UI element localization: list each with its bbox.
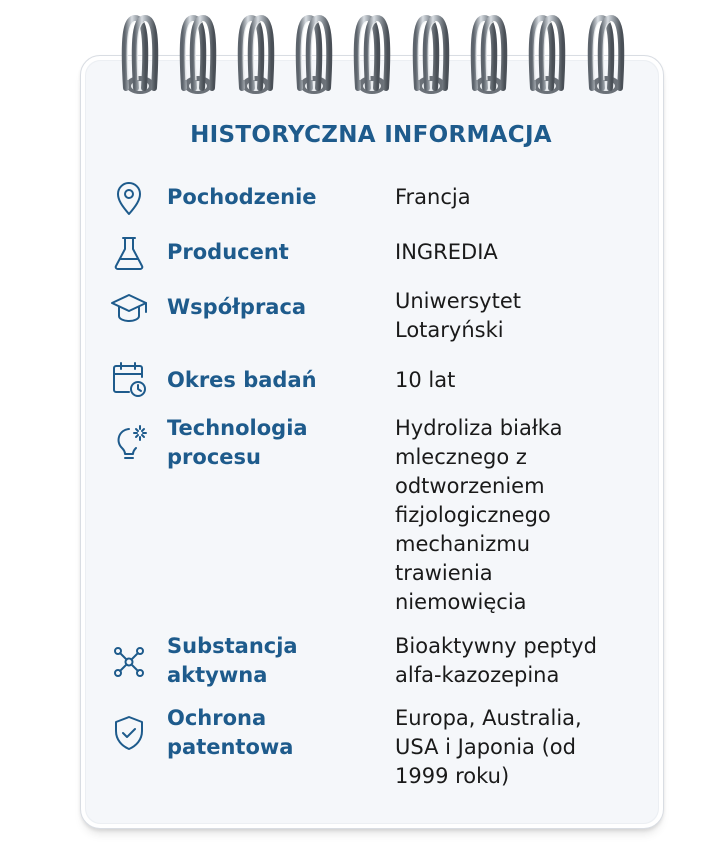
location-pin-icon: [109, 178, 149, 218]
binding-ring: [183, 18, 214, 94]
graduation-cap-icon: [109, 288, 149, 328]
row-value: 10 lat: [395, 368, 456, 392]
calendar-clock-icon: [109, 359, 149, 399]
flask-icon: [109, 233, 149, 273]
row-value: Hydroliza białka mlecznego z odtworzeniem fizjologicznego mechanizmu trawienia niemowięcia: [395, 416, 563, 614]
binding-ring: [299, 18, 330, 94]
binding-ring: [532, 18, 563, 94]
row-value: Francja: [395, 185, 471, 209]
row-value: Bioaktywny peptyd alfa-kazozepina: [395, 634, 597, 687]
row-value: Uniwersytet Lotaryński: [395, 289, 521, 342]
row-label: Ochrona patentowa: [167, 706, 294, 759]
spiral-binding: [0, 0, 723, 110]
binding-ring: [591, 18, 622, 94]
lightbulb-gear-icon: [109, 422, 149, 462]
row-label: Technologia procesu: [167, 416, 308, 469]
row-label: Producent: [167, 240, 289, 264]
shield-check-icon: [109, 713, 149, 753]
row-label: Okres badań: [167, 368, 317, 392]
row-label: Substancja aktywna: [167, 634, 298, 687]
row-value: Europa, Australia, USA i Japonia (od 1999 roku): [395, 706, 582, 788]
row-label: Pochodzenie: [167, 185, 317, 209]
binding-ring: [416, 18, 447, 94]
molecule-icon: [109, 642, 149, 682]
binding-ring: [125, 18, 156, 94]
binding-ring: [241, 18, 272, 94]
row-label: Współpraca: [167, 295, 307, 319]
row-value: INGREDIA: [395, 240, 498, 264]
binding-ring: [474, 18, 505, 94]
binding-ring: [357, 18, 388, 94]
page-title: HISTORYCZNA INFORMACJA: [190, 122, 552, 148]
